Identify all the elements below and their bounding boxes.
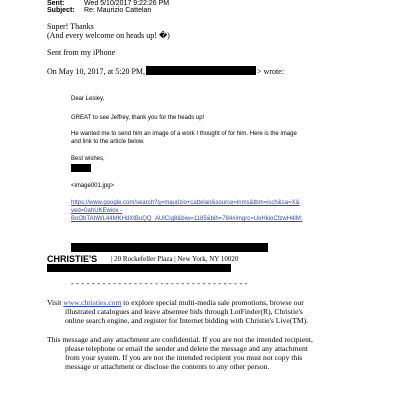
visit-line-1	[47, 298, 304, 307]
quoted-closing: Best wishes,	[71, 156, 105, 162]
search-url-line-2[interactable]: ved=0ahUKEwiox -	[71, 208, 123, 214]
visit-line-2: illustrated catalogues and leave absentee bids through LotFinder(R), Christie's	[65, 307, 303, 316]
footer-dash-divider: - - - - - - - - - - - - - - - - - - - - - - - - - - - - - - - - - -	[71, 279, 248, 288]
quote-intro-suffix: > wrote:	[257, 67, 284, 76]
reply-signature: Sent from my iPhone	[47, 48, 116, 57]
quoted-image-tag: <image001.jpg>	[71, 183, 115, 189]
confidential-line-4: message or attachment or disclose the contents to any other person.	[65, 362, 270, 371]
quoted-para-1: GREAT to see Jeffrey, thank you for the heads up!	[71, 115, 205, 121]
search-url-line-1[interactable]: https://www.google.com/search?q=maurizio+cattelan&source=lnms&tbm=isch&sa=X&	[71, 200, 300, 206]
christies-brand: CHRISTIE'S	[47, 254, 98, 264]
search-url-line-3[interactable]: BoObTAhWL44MKHdXtBuQQ_AUICig8&biw=1185&bih=784#imgrc=UoHkioCfzwH4lM:	[71, 216, 303, 222]
subject-label: Subject:	[47, 7, 75, 14]
confidential-line-3: from your system. If you are not the intended recipient you must not copy this	[65, 353, 303, 362]
visit-line-1-rest: to explore special multi-media sale promotions, browse our	[123, 298, 304, 307]
visit-line-3: online search engine, and register for Internet bidding with Christie's Live(TM).	[65, 316, 309, 325]
reply-line-2: (And every welcome on heads up! �)	[47, 31, 170, 40]
visit-prefix: Visit	[47, 298, 62, 307]
christies-address: | 20 Rockefeller Plaza | New York, NY 10020	[111, 255, 239, 263]
reply-line-1: Super! Thanks	[47, 22, 94, 31]
subject-value: Re: Maurizio Cattelan	[84, 7, 152, 14]
redaction-signer-name	[71, 164, 91, 172]
sent-value: Wed 5/10/2017 9:22:26 PM	[84, 0, 170, 7]
christies-website-link[interactable]: www.christies.com	[63, 298, 122, 307]
quoted-para-2-line-1: He wanted me to send him an image of a work I thought of for him. Here is the image	[71, 131, 297, 137]
redaction-footer-line	[47, 264, 231, 272]
redaction-sender-line	[71, 243, 268, 252]
redaction-sender-email	[146, 66, 256, 75]
sent-label: Sent:	[47, 0, 65, 7]
quoted-para-2-line-2: and link to the article below.	[71, 139, 145, 145]
quoted-greeting: Dear Lesley,	[71, 96, 105, 102]
confidential-line-1: This message and any attachment are confidential. If you are not the intended recipient,	[47, 335, 313, 344]
confidential-line-2: please telephone or email the sender and delete the message and any attachment	[65, 344, 308, 353]
quote-intro-prefix: On May 10, 2017, at 5:20 PM,	[47, 67, 145, 76]
